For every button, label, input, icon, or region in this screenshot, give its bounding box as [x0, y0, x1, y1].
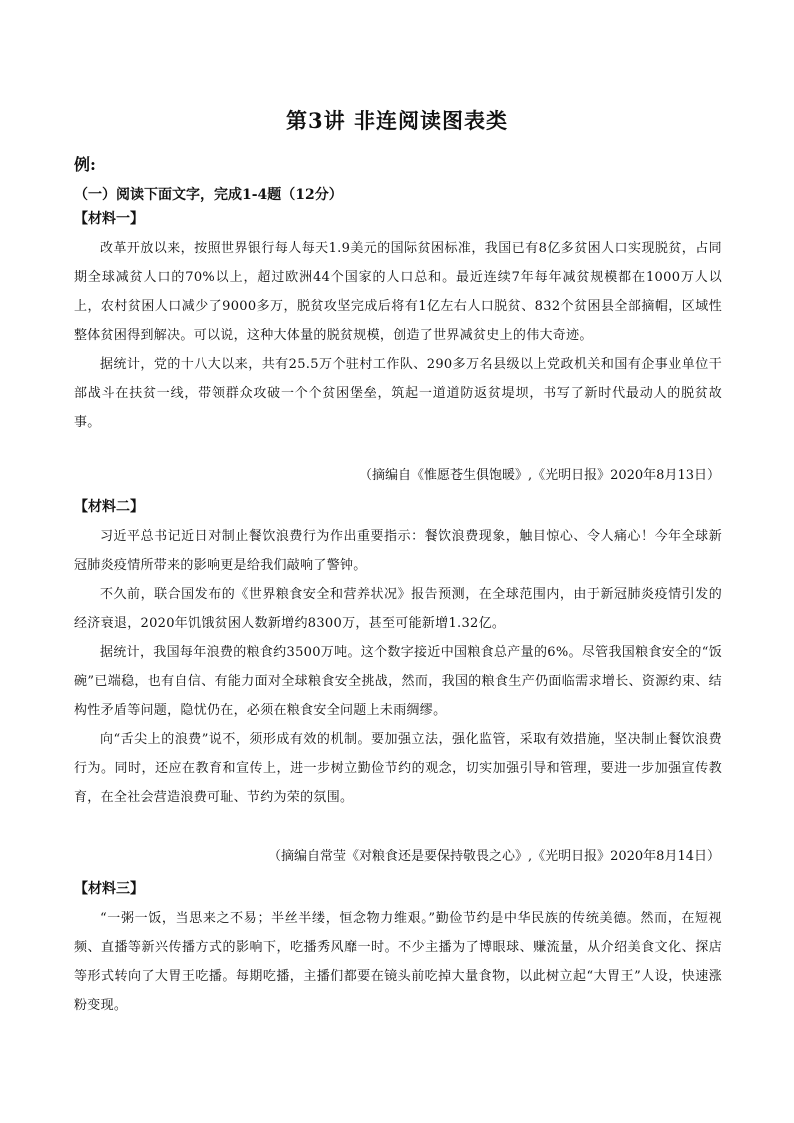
material2-heading: 【材料二】 — [74, 499, 144, 515]
material1-heading: 【材料一】 — [74, 211, 144, 227]
material1-paragraph-1: 改革开放以来，按照世界银行每人每天1.9美元的国际贫困标准，我国已有8亿多贫困人口实现脱贫，占同期全球减贫人口的70%以上，超过欧洲44个国家的人口总和。最近连续7年每年减贫规模都在1000万人以上，农村贫困人口减少了9000多万，脱贫攻坚完成后将有1亿左右人口脱贫、832个贫困县全部摘帽，区域性整体贫困得到解决。可以说，这种大体量的脱贫规模，创造了世界减贫史上的伟大奇迹。 — [74, 241, 722, 343]
material2-paragraph-1: 习近平总书记近日对制止餐饮浪费行为作出重要指示：餐饮浪费现象，触目惊心、令人痛心！今年全球新冠肺炎疫情所带来的影响更是给我们敲响了警钟。 — [74, 529, 722, 573]
example-label: 例: — [74, 155, 96, 174]
material2-paragraph-3: 据统计，我国每年浪费的粮食约3500万吨。这个数字接近中国粮食总产量的6%。尽管我国粮食安全的“饭碗”已端稳，也有自信、有能力面对全球粮食安全挑战，然而，我国的粮食生产仍面临需求增长、资源约束、结构性矛盾等问题，隐忧仍在，必须在粮食安全问题上未雨绸缪。 — [74, 645, 722, 718]
material3-paragraph-1: “一粥一饭，当思来之不易；半丝半缕，恒念物力维艰。”勤俭节约是中华民族的传统美德。然而，在短视频、直播等新兴传播方式的影响下，吃播秀风靡一时。不少主播为了博眼球、赚流量，从介绍美食文化、探店等形式转向了大胃王吃播。每期吃播，主播们都要在镜头前吃掉大量食物，以此树立起“大胃王”人设，快速涨粉变现。 — [74, 911, 722, 1013]
document-title: 第3讲 非连阅读图表类 — [286, 108, 508, 133]
material3-heading: 【材料三】 — [74, 881, 144, 897]
material1-paragraph-2: 据统计，党的十八大以来，共有25.5万个驻村工作队、290多万名县级以上党政机关和国有企事业单位干部战斗在扶贫一线，带领群众攻破一个个贫困堡垒，筑起一道道防返贫堤坝，书写了新时代最动人的脱贫故事。 — [74, 357, 722, 430]
material2-paragraph-4: 向“舌尖上的浪费”说不，须形成有效的机制。要加强立法，强化监管，采取有效措施，坚决制止餐饮浪费行为。同时，还应在教育和宣传上，进一步树立勤俭节约的观念，切实加强引导和管理，要进一步加强宣传教育，在全社会营造浪费可耻、节约为荣的氛围。 — [74, 732, 722, 805]
material2-source: （摘编自常莹《对粮食还是要保持敬畏之心》,《光明日报》2020年8月14日） — [267, 849, 720, 864]
material2-paragraph-2: 不久前，联合国发布的《世界粮食安全和营养状况》报告预测，在全球范围内，由于新冠肺炎疫情引发的经济衰退，2020年饥饿贫困人数新增约8300万，甚至可能新增1.32亿。 — [74, 587, 722, 631]
material1-source: （摘编自《惟愿苍生俱饱暖》,《光明日报》2020年8月13日） — [358, 468, 720, 483]
question-intro: （一）阅读下面文字，完成1-4题（12分） — [74, 187, 343, 203]
